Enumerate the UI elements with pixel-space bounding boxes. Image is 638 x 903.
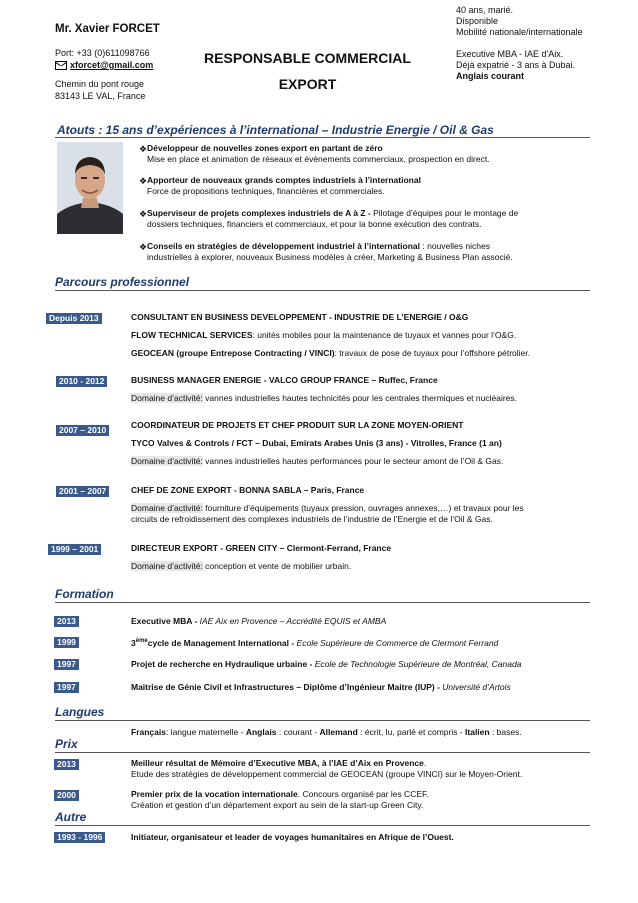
atout-detail: Force de propositions techniques, financières et commerciales. (147, 186, 385, 196)
email-link[interactable]: xforcet@gmail.com (70, 60, 154, 70)
section-title-parcours: Parcours professionnel (55, 275, 190, 289)
date-badge: 2010 - 2012 (56, 376, 107, 387)
profile-line: Déjà expatrié - 3 ans à Dubai. (456, 60, 576, 70)
degree: Executive MBA - (131, 616, 200, 626)
school: Université d’Artois (442, 682, 511, 692)
atout-heading-rest: : nouvelles niches (420, 241, 490, 251)
formation-entry (131, 636, 591, 649)
degree-prefix: 3 (131, 637, 136, 648)
job-title-line-2: EXPORT (278, 76, 337, 92)
address-line-1: Chemin du pont rouge (55, 79, 145, 89)
domain-text: circuits de refroidissement des complexes industriels de l’industrie de l’Energie et de l’Oil & Gas. (131, 514, 493, 524)
section-title-atouts: Atouts : 15 ans d’expériences à l’international – Industrie Energie / Oil & Gas (57, 123, 494, 137)
profile-summary (456, 5, 636, 82)
formation-entry (131, 659, 591, 670)
divider (55, 720, 590, 721)
date-badge: 2013 (54, 616, 79, 627)
section-title-langues: Langues (55, 705, 105, 719)
date-badge: 2000 (54, 790, 79, 801)
profile-line: Mobilité nationale/internationale (456, 27, 583, 37)
experience-heading: DIRECTEUR EXPORT - GREEN CITY – Clermont-Ferrand, France (131, 543, 392, 553)
divider (55, 752, 590, 753)
experience-entry (131, 420, 591, 467)
profile-line-english: Anglais courant (456, 71, 525, 81)
atout-heading: Superviseur de projets complexes industriels de A à Z - (147, 208, 371, 218)
domain-text: vannes industrielles hautes performances pour le secteur amont de l’Oil & Gas. (202, 456, 504, 466)
languages-line (131, 727, 591, 738)
experience-heading: COORDINATEUR DE PROJETS ET CHEF PRODUIT SUR LA ZONE MOYEN-ORIENT (131, 420, 464, 430)
job-title-line-1: RESPONSABLE COMMERCIAL (204, 50, 411, 66)
profile-line: Disponible (456, 16, 499, 26)
domain-label: Domaine d’activité: (131, 393, 203, 403)
diamond-bullet-icon: ❖ (139, 242, 148, 252)
contact-block (55, 48, 153, 103)
domain-label: Domaine d’activité: (131, 503, 203, 513)
language-level: : bases. (489, 727, 522, 737)
section-title-prix: Prix (55, 737, 78, 751)
date-badge: 2001 – 2007 (56, 486, 109, 497)
school: IAE Aix en Provence – Accrédité EQUIS et AMBA (199, 616, 387, 626)
date-badge: 1999 – 2001 (48, 544, 101, 555)
experience-heading: CONSULTANT EN BUSINESS DEVELOPPEMENT - INDUSTRIE DE L’ENERGIE / O&G (131, 312, 469, 322)
award-title: Meilleur résultat de Mémoire d’Executive MBA, à l’IAE d’Aix en Provence (131, 758, 424, 768)
language-level: : courant - (276, 727, 320, 737)
date-badge: 1997 (54, 682, 79, 693)
domain-label: Domaine d’activité: (131, 456, 203, 466)
language: Italien (465, 727, 490, 737)
language: Anglais (245, 727, 277, 737)
section-title-autre: Autre (55, 810, 87, 824)
language: Français (131, 727, 166, 737)
job-title (185, 45, 430, 97)
formation-entry (131, 616, 591, 627)
candidate-name: Mr. Xavier FORCET (55, 23, 160, 35)
atout-heading: Apporteur de nouveaux grands comptes industriels à l’international (147, 175, 421, 185)
company-name: TYCO Valves & Controls / FCT – Dubai, Emirats Arabes Unis (3 ans) - Vitrolles, France (1 an) (131, 438, 502, 448)
domain-label: Domaine d’activité: (131, 561, 203, 571)
award-rest: . (423, 758, 427, 768)
atout-item (139, 143, 589, 165)
degree: cycle de Management International - (147, 637, 297, 648)
atout-detail: dossiers techniques, financiers et commerciaux, et pour la bonne exécution des contrats. (147, 219, 482, 229)
divider (55, 290, 590, 291)
award-title: Premier prix de la vocation internationale (131, 789, 298, 799)
atout-item (139, 241, 589, 263)
company-name: GEOCEAN (groupe Entrepose Contracting / VINCI) (131, 348, 335, 358)
experience-entry (131, 375, 591, 404)
experience-entry (131, 312, 591, 359)
domain-text: vannes industrielles hautes technicités pour les centrales thermiques et nucléaires. (202, 393, 518, 403)
atout-item (139, 175, 589, 197)
school: Ecole Supérieure de Commerce de Clermont Ferrand (296, 637, 499, 648)
company-detail: : travaux de pose de tuyaux pour l’offshore pétrolier. (334, 348, 531, 358)
award-rest: . Concours organisé par les CCEF. (297, 789, 429, 799)
award-entry (131, 758, 591, 780)
date-badge: 1997 (54, 659, 79, 670)
atout-item (139, 208, 589, 230)
degree: Maitrise de Génie Civil et Infrastructures – Diplôme d’Ingénieur Maitre (IUP) - (131, 682, 443, 692)
diamond-bullet-icon: ❖ (139, 144, 148, 154)
formation-entry (131, 682, 591, 693)
company-name: FLOW TECHNICAL SERVICES (131, 330, 253, 340)
award-detail: Etude des stratégies de développement commercial de GEOCEAN (groupe VINCI) sur le Moyen-Orient. (131, 769, 523, 779)
language-level: : langue maternelle - (165, 727, 246, 737)
language-level: : écrit, lu, parlé et compris - (357, 727, 466, 737)
degree-superscript: ème (135, 638, 148, 644)
date-badge: 2007 – 2010 (56, 425, 109, 436)
portrait-illustration (57, 142, 123, 234)
profile-photo (57, 142, 123, 234)
atout-detail: industrielles à explorer, nouveaux Business modèles à créer, Marketing & Business Plan associé. (147, 252, 513, 262)
profile-line: Executive MBA - IAE d'Aix. (456, 49, 564, 59)
diamond-bullet-icon: ❖ (139, 209, 148, 219)
atout-heading: Conseils en stratégies de développement industriel à l’international (147, 241, 421, 251)
date-badge: 1999 (54, 637, 79, 648)
divider (55, 602, 590, 603)
profile-line: 40 ans, marié. (456, 5, 514, 15)
degree: Projet de recherche en Hydraulique urbaine - (131, 659, 315, 669)
envelope-icon (55, 61, 67, 70)
experience-heading: BUSINESS MANAGER ENERGIE - VALCO GROUP FRANCE – Ruffec, France (131, 375, 438, 385)
school: Ecole de Technologie Supérieure de Montréal, Canada (314, 659, 522, 669)
atout-heading: Développeur de nouvelles zones export en partant de zéro (147, 143, 383, 153)
language: Allemand (319, 727, 358, 737)
domain-text: conception et vente de mobilier urbain. (202, 561, 352, 571)
date-badge: 2013 (54, 759, 79, 770)
email-row[interactable] (55, 60, 153, 72)
diamond-bullet-icon: ❖ (139, 176, 148, 186)
phone: Port: +33 (0)611098766 (55, 48, 150, 58)
experience-heading: CHEF DE ZONE EXPORT - BONNA SABLA – Paris, France (131, 485, 365, 495)
domain-text: fourniture d’équipements (tuyaux pression, ouvrages annexes,…) et travaux pour les (202, 503, 524, 513)
atout-heading-rest: Pilotage d’équipes pour le montage de (370, 208, 519, 218)
company-detail: : unités mobiles pour la maintenance de tuyaux et vannes pour l’O&G. (252, 330, 517, 340)
address-line-2: 83143 LE VAL, France (55, 91, 146, 101)
award-entry (131, 789, 591, 811)
date-badge: Depuis 2013 (46, 313, 102, 324)
divider (55, 137, 590, 138)
experience-entry (131, 485, 591, 525)
divider (55, 825, 590, 826)
other-entry: Initiateur, organisateur et leader de voyages humanitaires en Afrique de l’Ouest. (131, 832, 454, 842)
profile-line (456, 38, 636, 49)
atout-detail: Mise en place et animation de réseaux et évènements commerciaux, prospection en direct. (147, 154, 490, 164)
award-detail: Création et gestion d’un département export au sein de la start-up Green City. (131, 800, 424, 810)
date-badge: 1993 - 1996 (54, 832, 105, 843)
experience-entry (131, 543, 591, 572)
section-title-formation: Formation (55, 587, 114, 601)
